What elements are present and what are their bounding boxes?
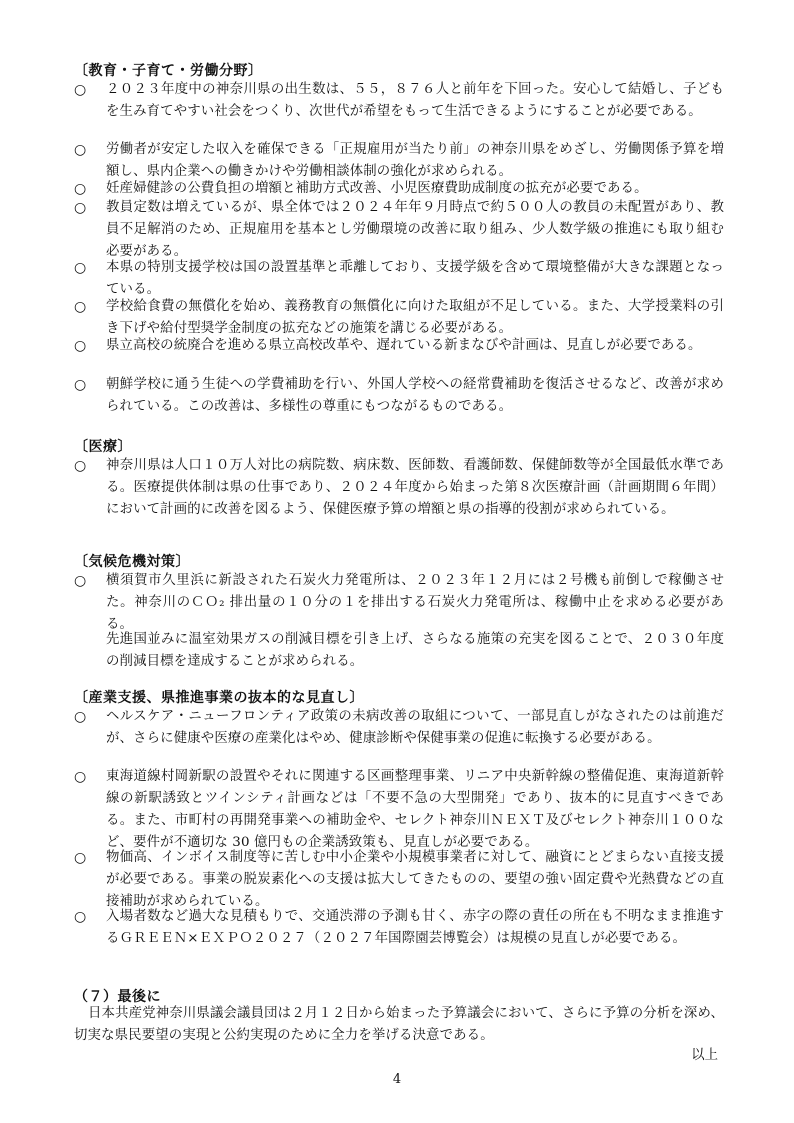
section-heading-industry: 〔産業支援、県推進事業の抜本的な見直し〕 [74,690,364,706]
bullet-marker: ○ [74,377,87,393]
section-heading-closing: （７）最後に [74,989,161,1005]
list-item-text: ヘルスケア・ニューフロンティア政策の未病改善の取組について、一部見直しがなされたのは前進だが、さらに健康や医療の産業化はやめ、健康診断や保健事業の促進に転換する必要がある。 [106,709,724,746]
section-heading-education: 〔教育・子育て・労働分野〕 [74,63,263,79]
bullet-marker: ○ [74,769,87,785]
climate-extra-paragraph: 先進国並みに温室効果ガスの削減目標を引き上げ、さらなる施策の充実を図ることで、２０３０年度の削減目標を達成することが求められる。 [106,632,724,669]
list-item-text: 横須賀市久里浜に新設された石炭火力発電所は、２０２３年１２月には２号機も前倒しで稼働させた。神奈川のＣＯ₂ 排出量の１０分の１を排出する石炭火力発電所は、稼働中止を求める必要がある。 [106,573,724,632]
list-item-text: 東海道線村岡新駅の設置やそれに関連する区画整理事業、リニア中央新幹線の整備促進、東海道新幹線の新駅誘致とツインシティ計画などは「不要不急の大型開発」であり、抜本的に見直すべきである。また、市町村の再開発事業への補助金や、セレクト神奈川ＮＥＸＴ及びセレクト神奈川１００など、要件が不適切な 30 億円もの企業誘致策も、見直しが必要である。 [106,769,724,850]
list-item-text: 教員定数は増えているが、県全体では２０２４年年９月時点で約５００人の教員の未配置があり、教員不足解消のため、正規雇用を基本とし労働環境の改善に取り組み、少人数学級の推進にも取り組む必要がある。 [106,200,724,259]
bullet-marker: ○ [74,458,87,474]
closing-paragraph: 日本共産党神奈川県議会議員団は２月１２日から始まった予算議会において、さらに予算の分析を深め、切実な県民要望の実現と公約実現のために全力を挙げる決意である。 [74,1006,724,1043]
bullet-marker: ○ [74,260,87,276]
bullet-marker: ○ [74,142,87,158]
section-heading-medical: 〔医療〕 [74,439,132,455]
list-item-text: 学校給食費の無償化を始め、義務教育の無償化に向けた取組が不足している。また、大学授業料の引き下げや給付型奨学金制度の拡充などの施策を講じる必要がある。 [106,299,724,336]
list-item-text: ２０２３年度中の神奈川県の出生数は、５５，８７６人と前年を下回った。安心して結婚し、子どもを生み育てやすい社会をつくり、次世代が希望をもって生活できるようにすることが必要である。 [106,82,724,119]
section-heading-climate: 〔気候危機対策〕 [74,554,190,570]
bullet-marker: ○ [74,709,87,725]
bullet-marker: ○ [74,850,87,866]
bullet-marker: ○ [74,299,87,315]
bullet-marker: ○ [74,909,87,925]
bullet-marker: ○ [74,181,87,197]
list-item-text: 物価高、インボイス制度等に苦しむ中小企業や小規模事業者に対して、融資にとどまらない直接支援が必要である。事業の脱炭素化への支援は拡大してきたものの、要望の強い固定費や光熱費などの直接補助が求められている。 [106,850,724,909]
page-number: 4 [392,1072,402,1087]
bullet-marker: ○ [74,573,87,589]
list-item-text: 朝鮮学校に通う生徒への学費補助を行い、外国人学校への経常費補助を復活させるなど、改善が求められている。この改善は、多様性の尊重にもつながるものである。 [106,377,724,414]
bullet-marker: ○ [74,82,87,98]
signoff-text: 以上 [691,1048,718,1063]
list-item-text: 本県の特別支援学校は国の設置基準と乖離しており、支援学級を含めて環境整備が大きな課題となっている。 [106,260,724,297]
list-item-text: 労働者が安定した収入を確保できる「正規雇用が当たり前」の神奈川県をめざし、労働関係予算を増額し、県内企業への働きかけや労働相談体制の強化が求められる。 [106,142,724,179]
bullet-marker: ○ [74,200,87,216]
bullet-marker: ○ [74,338,87,354]
list-item-text: 神奈川県は人口１０万人対比の病院数、病床数、医師数、看護師数、保健師数等が全国最低水準である。医療提供体制は県の仕事であり、２０２４年度から始まった第８次医療計画（計画期間６年間）において計画的に改善を図るよう、保健医療予算の増額と県の指導的役割が求められている。 [106,458,724,517]
list-item-text: 妊産婦健診の公費負担の増額と補助方式改善、小児医療費助成制度の拡充が必要である。 [106,181,648,196]
list-item-text: 入場者数など過大な見積もりで、交通渋滞の予測も甘く、赤字の際の責任の所在も不明なまま推進するＧＲＥＥＮ×ＥＸＰＯ２０２７（２０２７年国際園芸博覧会）は規模の見直しが必要である。 [106,909,724,946]
list-item-text: 県立高校の統廃合を進める県立高校改革や、遅れている新まなびや計画は、見直しが必要である。 [106,338,702,353]
